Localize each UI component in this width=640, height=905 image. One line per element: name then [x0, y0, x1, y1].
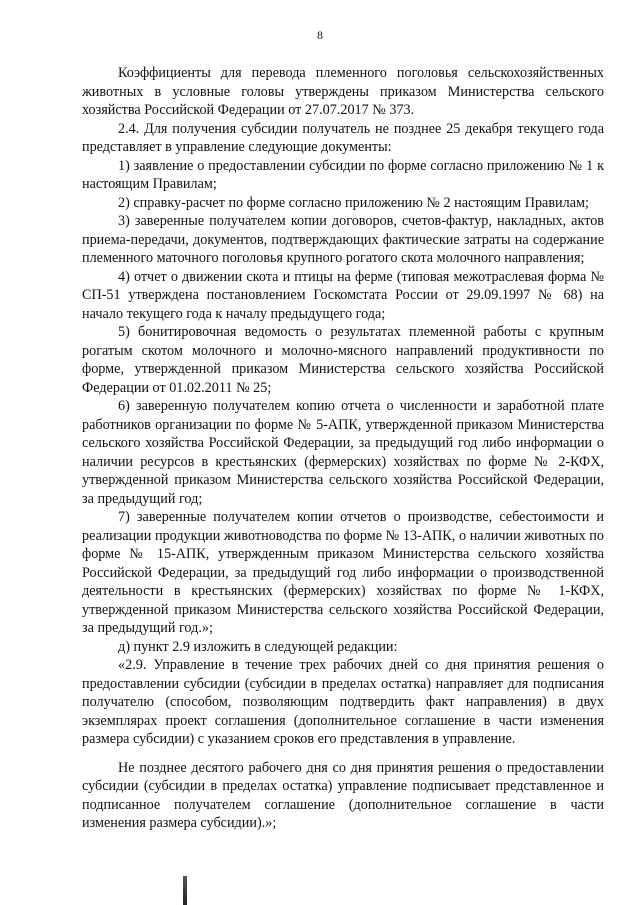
- page-number: 8: [317, 28, 323, 42]
- paragraph-2-9: «2.9. Управление в течение трех рабочих дней со дня принятия решения о предоставлении субсидии (субсидии в пределах остатка) направляет для подписания получателю (способом, позволяющим подтвердить факт направления) в двух экземплярах проект соглашения (дополнительное соглашение в части изменения размера субсидии) с указанием сроков его представления в управление.: [82, 657, 604, 747]
- document-body: [82, 64, 604, 833]
- list-item-4: 4) отчет о движении скота и птицы на ферме (типовая межотраслевая форма № СП-51 утверждена постановлением Госкомстата России от 29.09.1997 № 68) на начало текущего года к началу предыдущего года;: [82, 268, 604, 322]
- paragraph-final: Не позднее десятого рабочего дня со дня принятия решения о предоставлении субсидии (субсидии в пределах остатка) управление подписывает представленное и подписанное получателем соглашение (дополнительное соглашение в части изменения размера субсидии).»;: [82, 759, 604, 831]
- scan-artifact: [183, 876, 187, 905]
- list-item-6: 6) заверенную получателем копию отчета о численности и заработной плате работников организации по форме № 5-АПК, утвержденной приказом Министерства сельского хозяйства Российской Федерации, за предыдущий год либо информации о наличии ресурсов в крестьянских (фермерских) хозяйствах по форме № 2-КФХ, утвержденной приказом Министерства сельского хозяйства Российской Федерации, за предыдущий год;: [82, 398, 604, 507]
- list-item-1: 1) заявление о предоставлении субсидии по форме согласно приложению № 1 к настоящим Правилам;: [82, 157, 604, 192]
- list-item-3: 3) заверенные получателем копии договоров, счетов-фактур, накладных, актов приема-передачи, документов, подтверждающих фактические затраты на содержание племенного маточного поголовья крупного рогатого скота молочного направления;: [82, 213, 604, 266]
- list-item-7: 7) заверенные получателем копии отчетов о производстве, себестоимости и реализации продукции животноводства по форме № 13-АПК, о наличии животных по форме № 15-АПК, утвержденным приказом Министерства сельского хозяйства Российской Федерации, за предыдущий год либо информации о производственной деятельности в крестьянских (фермерских) хозяйствах по форме № 1-КФХ, утвержденной приказом Министерства сельского хозяйства Российской Федерации, за предыдущий год.»;: [82, 509, 604, 636]
- list-item-2: 2) справку-расчет по форме согласно приложению № 2 настоящим Правилам;: [118, 194, 589, 211]
- paragraph-2-4: 2.4. Для получения субсидии получатель не позднее 25 декабря текущего года представляет в управление следующие документы:: [82, 120, 604, 155]
- list-item-5: 5) бонитировочная ведомость о результатах племенной работы с крупным рогатым скотом молочного и молочно-мясного направлений продуктивности по форме, утвержденной приказом Министерства сельского хозяйства Российской Федерации от 01.02.2011 № 25;: [82, 324, 604, 396]
- paragraph-d: д) пункт 2.9 изложить в следующей редакции:: [118, 638, 398, 655]
- paragraph-coefficients: Коэффициенты для перевода племенного поголовья сельскохозяйственных животных в условные головы утверждены приказом Министерства сельского хозяйства Российской Федерации от 27.07.2017 № 373.: [82, 65, 604, 118]
